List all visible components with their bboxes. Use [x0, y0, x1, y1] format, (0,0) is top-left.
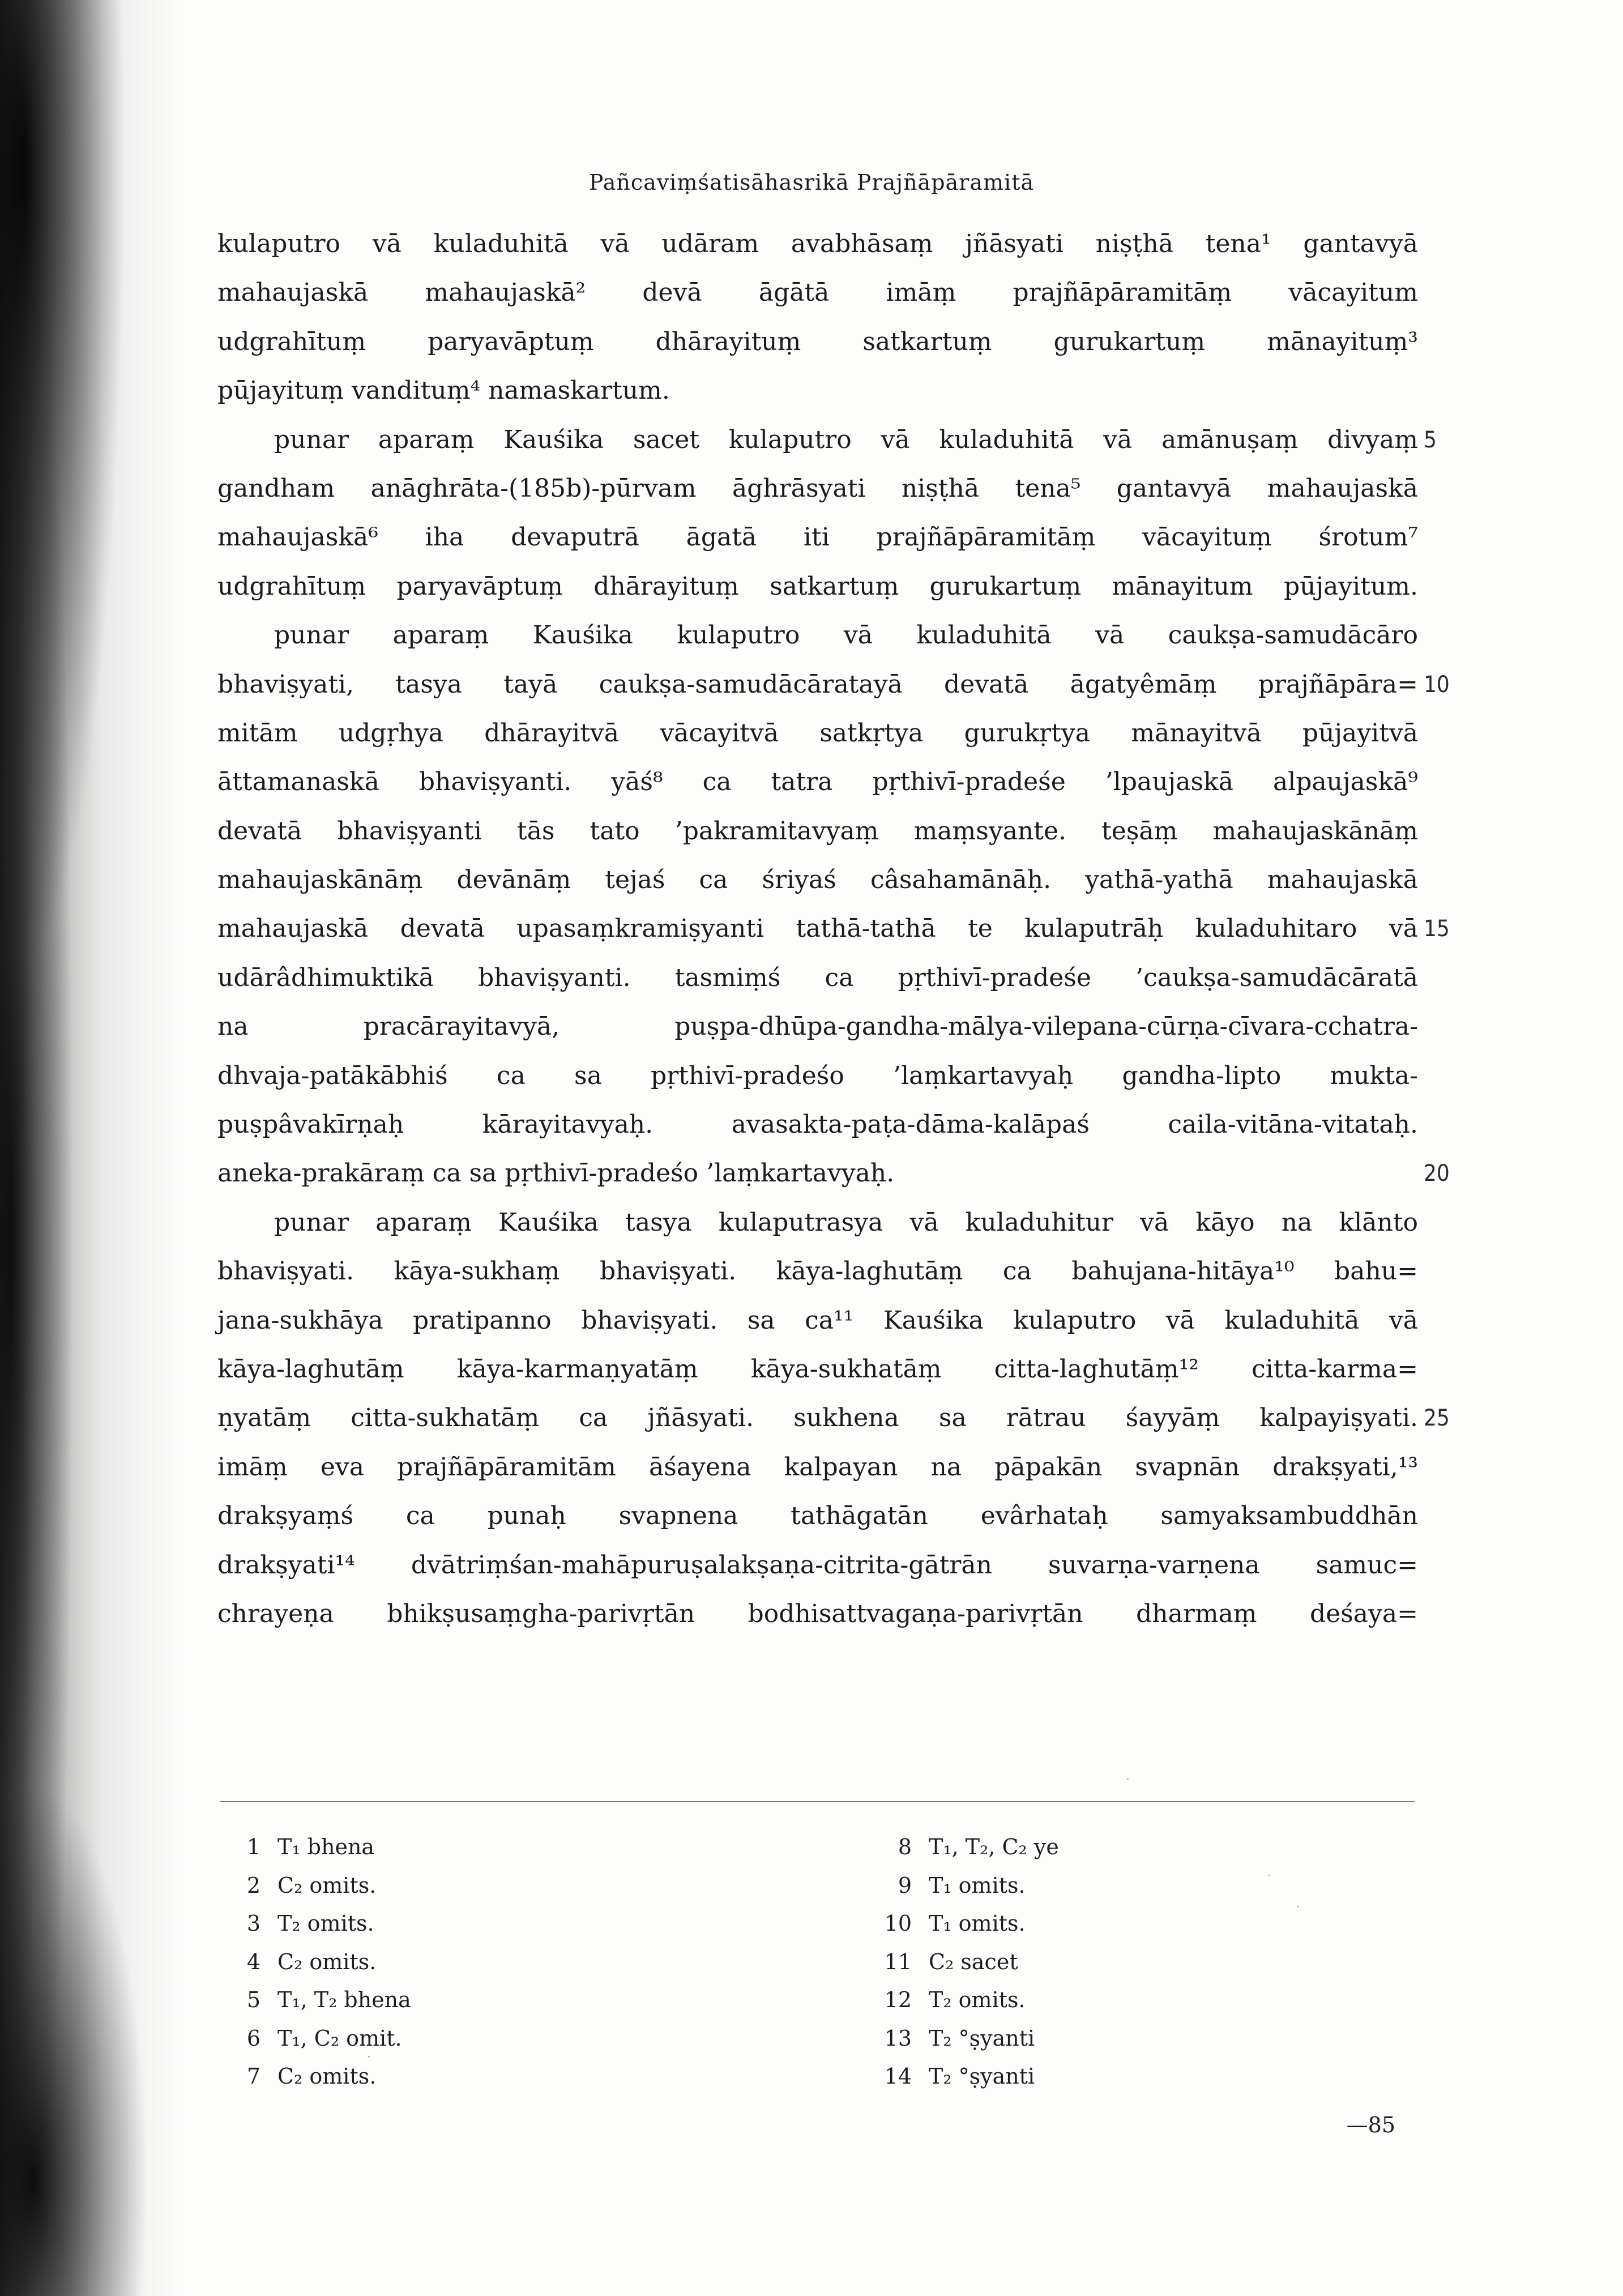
text-line: [217, 1198, 1418, 1247]
footnote: [872, 2020, 1059, 2058]
text-line: [217, 954, 1418, 1002]
line-text: mitām udgṛhya dhārayitvā vācayitvā satkṛtya gurukṛtya mānayitvā pūjayitvā: [217, 718, 1418, 748]
footnote: [872, 2058, 1059, 2096]
footnote-number: 3: [246, 1911, 260, 1936]
text-line: [217, 709, 1418, 758]
text-line: [217, 1002, 1418, 1051]
line-text: udgrahītuṃ paryavāptuṃ dhārayituṃ satkartuṃ gurukartuṃ mānayitum pūjayitum.: [217, 571, 1418, 601]
line-text: punar aparaṃ Kauśika tasya kulaputrasya vā kuladuhitur vā kāyo na klānto: [274, 1207, 1418, 1237]
line-text: imāṃ eva prajñāpāramitām āśayena kalpayan na pāpakān svapnān drakṣyati,¹³: [217, 1452, 1418, 1482]
text-line: [217, 416, 1437, 464]
footnote-text: T₂ omits.: [277, 1911, 374, 1936]
footnote-number: 8: [898, 1834, 912, 1859]
footnote-text: C₂ omits.: [277, 2064, 377, 2089]
footnote-number: 2: [246, 1872, 260, 1898]
footnote: [872, 1905, 1059, 1943]
line-text: āttamanaskā bhaviṣyanti. yāś⁸ ca tatra pṛthivī-pradeśe ’lpaujaskā alpaujaskā⁹: [217, 767, 1418, 797]
footnote-number: 5: [246, 1987, 260, 2012]
text-line: [217, 366, 1418, 415]
footnote-text: C₂ omits.: [277, 1872, 377, 1898]
text-line: [217, 513, 1418, 562]
footnote: [872, 1943, 1059, 1982]
line-text: bhaviṣyati. kāya-sukhaṃ bhaviṣyati. kāya-laghutāṃ ca bahujana-hitāya¹⁰ bahu=: [217, 1257, 1418, 1286]
line-text: udgrahītuṃ paryavāptuṃ dhārayituṃ satkartuṃ gurukartuṃ mānayituṃ³: [217, 327, 1418, 356]
line-text: pūjayituṃ vandituṃ⁴ namaskartum.: [217, 376, 670, 406]
footnote-number: 14: [884, 2064, 912, 2089]
line-text: kulaputro vā kuladuhitā vā udāram avabhāsaṃ jñāsyati niṣṭhā tena¹ gantavyā: [217, 229, 1418, 258]
text-line: [217, 1100, 1418, 1149]
line-text: dhvaja-patākābhiś ca sa pṛthivī-pradeśo ’laṃkartavyaḥ gandha-lipto mukta-: [217, 1061, 1418, 1090]
footnote-divider: [220, 1801, 1415, 1802]
text-line: [217, 464, 1418, 513]
scan-speck: [368, 2056, 370, 2058]
line-text: jana-sukhāya pratipanno bhaviṣyati. sa ca¹¹ Kauśika kulaputro vā kuladuhitā vā: [217, 1305, 1418, 1335]
line-text: kāya-laghutāṃ kāya-karmaṇyatāṃ kāya-sukhatāṃ citta-laghutāṃ¹² citta-karma=: [217, 1354, 1418, 1384]
line-text: mahaujaskā mahaujaskā² devā āgātā imāṃ prajñāpāramitāṃ vācayitum: [217, 278, 1418, 308]
text-line: [217, 1149, 1450, 1198]
text-line: [217, 856, 1418, 904]
footnote: [232, 2020, 411, 2058]
text-line: [217, 1052, 1418, 1100]
scan-speck: [1268, 1875, 1270, 1876]
footnote-number: 10: [884, 1911, 912, 1936]
text-line: [217, 268, 1418, 317]
line-text: drakṣyaṃś ca punaḥ svapnena tathāgatān evârhataḥ samyaksambuddhān: [217, 1501, 1418, 1531]
line-text: na pracārayitavyā, puṣpa-dhūpa-gandha-mālya-vilepana-cūrṇa-cīvara-cchatra-: [217, 1012, 1418, 1042]
line-number: 10: [1424, 671, 1450, 698]
footnote-text: T₂ °ṣyanti: [929, 2064, 1035, 2089]
scan-speck: [1127, 1778, 1129, 1780]
footnote-text: C₂ sacet: [929, 1949, 1018, 1974]
line-number: 15: [1424, 916, 1450, 942]
line-text: aneka-prakāraṃ ca sa pṛthivī-pradeśo ’laṃkartavyaḥ.: [217, 1159, 895, 1188]
text-line: [217, 1247, 1418, 1296]
footnote-number: 4: [246, 1949, 260, 1974]
footnote-text: T₁, T₂ bhena: [277, 1987, 411, 2012]
text-line: [217, 807, 1418, 856]
line-number: 20: [1424, 1160, 1450, 1187]
footnote: [232, 2058, 411, 2096]
footnote: [232, 1867, 411, 1905]
footnote: [232, 1981, 411, 2020]
line-text: punar aparaṃ Kauśika sacet kulaputro vā kuladuhitā vā amānuṣaṃ divyaṃ: [274, 425, 1418, 454]
text-line: [217, 1590, 1418, 1638]
line-text: devatā bhaviṣyanti tās tato ’pakramitavyaṃ maṃsyante. teṣāṃ mahaujaskānāṃ: [217, 816, 1418, 846]
footnote-text: T₁ omits.: [929, 1911, 1026, 1936]
line-text: mahaujaskā devatā upasaṃkramiṣyanti tathā-tathā te kulaputrāḥ kuladuhitaro vā: [217, 914, 1418, 944]
line-text: chrayeṇa bhikṣusaṃgha-parivṛtān bodhisattvagaṇa-parivṛtān dharmaṃ deśaya=: [217, 1599, 1418, 1628]
line-text: drakṣyati¹⁴ dvātriṃśan-mahāpuruṣalakṣaṇa-citrita-gātrān suvarṇa-varṇena samuc=: [217, 1550, 1418, 1580]
line-number: 5: [1424, 426, 1437, 453]
footnote-text: C₂ omits.: [277, 1949, 377, 1974]
text-line: [217, 1345, 1418, 1394]
scan-speck: [1297, 1906, 1299, 1907]
line-text: mahaujaskānāṃ devānāṃ tejaś ca śriyaś câsahamānāḥ. yathā-yathā mahaujaskā: [217, 865, 1418, 895]
footnote-text: T₂ omits.: [929, 1987, 1026, 2012]
line-text: punar aparaṃ Kauśika kulaputro vā kuladuhitā vā caukṣa-samudācāro: [274, 621, 1418, 650]
text-line: [217, 562, 1418, 611]
text-line: [217, 611, 1418, 660]
text-line: [217, 904, 1450, 953]
footnotes-left-column: [232, 1828, 411, 2096]
footnote-text: T₁, C₂ omit.: [277, 2025, 402, 2051]
footnote: [872, 1981, 1059, 2020]
text-line: [217, 758, 1418, 806]
text-line: [217, 1443, 1418, 1492]
footnote: [872, 1828, 1059, 1867]
main-text: [217, 220, 1450, 1638]
footnote: [232, 1943, 411, 1982]
footnotes-right-column: [872, 1828, 1059, 2096]
footnote-number: 9: [898, 1872, 912, 1898]
text-line: [217, 318, 1418, 366]
footnote-number: 13: [884, 2025, 912, 2051]
text-line: [217, 1394, 1450, 1443]
page-number: —85: [1346, 2113, 1395, 2137]
text-line: [217, 220, 1418, 268]
footnote: [232, 1905, 411, 1943]
line-text: puṣpâvakīrṇaḥ kārayitavyaḥ. avasakta-paṭa-dāma-kalāpaś caila-vitāna-vitataḥ.: [217, 1110, 1418, 1140]
text-line: [217, 1296, 1418, 1345]
footnote-number: 11: [884, 1949, 912, 1974]
footnote-number: 1: [246, 1834, 260, 1859]
line-text: bhaviṣyati, tasya tayā caukṣa-samudācāratayā devatā āgatyêmāṃ prajñāpāra=: [217, 669, 1418, 699]
footnote-number: 6: [246, 2025, 260, 2051]
text-line: [217, 1541, 1418, 1590]
footnote-text: T₂ °ṣyanti: [929, 2025, 1035, 2051]
text-line: [217, 1492, 1418, 1540]
footnote-text: T₁ omits.: [929, 1872, 1026, 1898]
line-text: udārâdhimuktikā bhaviṣyanti. tasmiṃś ca pṛthivī-pradeśe ’caukṣa-samudācāratā: [217, 963, 1418, 992]
footnote: [232, 1828, 411, 1867]
footnote-number: 7: [246, 2064, 260, 2089]
line-text: ṇyatāṃ citta-sukhatāṃ ca jñāsyati. sukhena sa rātrau śayyāṃ kalpayiṣyati.: [217, 1403, 1418, 1433]
line-text: gandham anāghrāta-(185b)-pūrvam āghrāsyati niṣṭhā tena⁵ gantavyā mahaujaskā: [217, 473, 1418, 503]
footnote-text: T₁, T₂, C₂ ye: [929, 1834, 1059, 1859]
text-line: [217, 660, 1450, 709]
running-header: Pañcaviṃśatisāhasrikā Prajñāpāramitā: [588, 170, 1035, 195]
line-text: mahaujaskā⁶ iha devaputrā āgatā iti prajñāpāramitāṃ vācayituṃ śrotum⁷: [217, 523, 1418, 552]
footnote-text: T₁ bhena: [277, 1834, 375, 1859]
footnote-number: 12: [884, 1987, 912, 2012]
binding-shadow: [0, 0, 204, 2296]
line-number: 25: [1424, 1405, 1450, 1432]
footnote: [872, 1867, 1059, 1905]
